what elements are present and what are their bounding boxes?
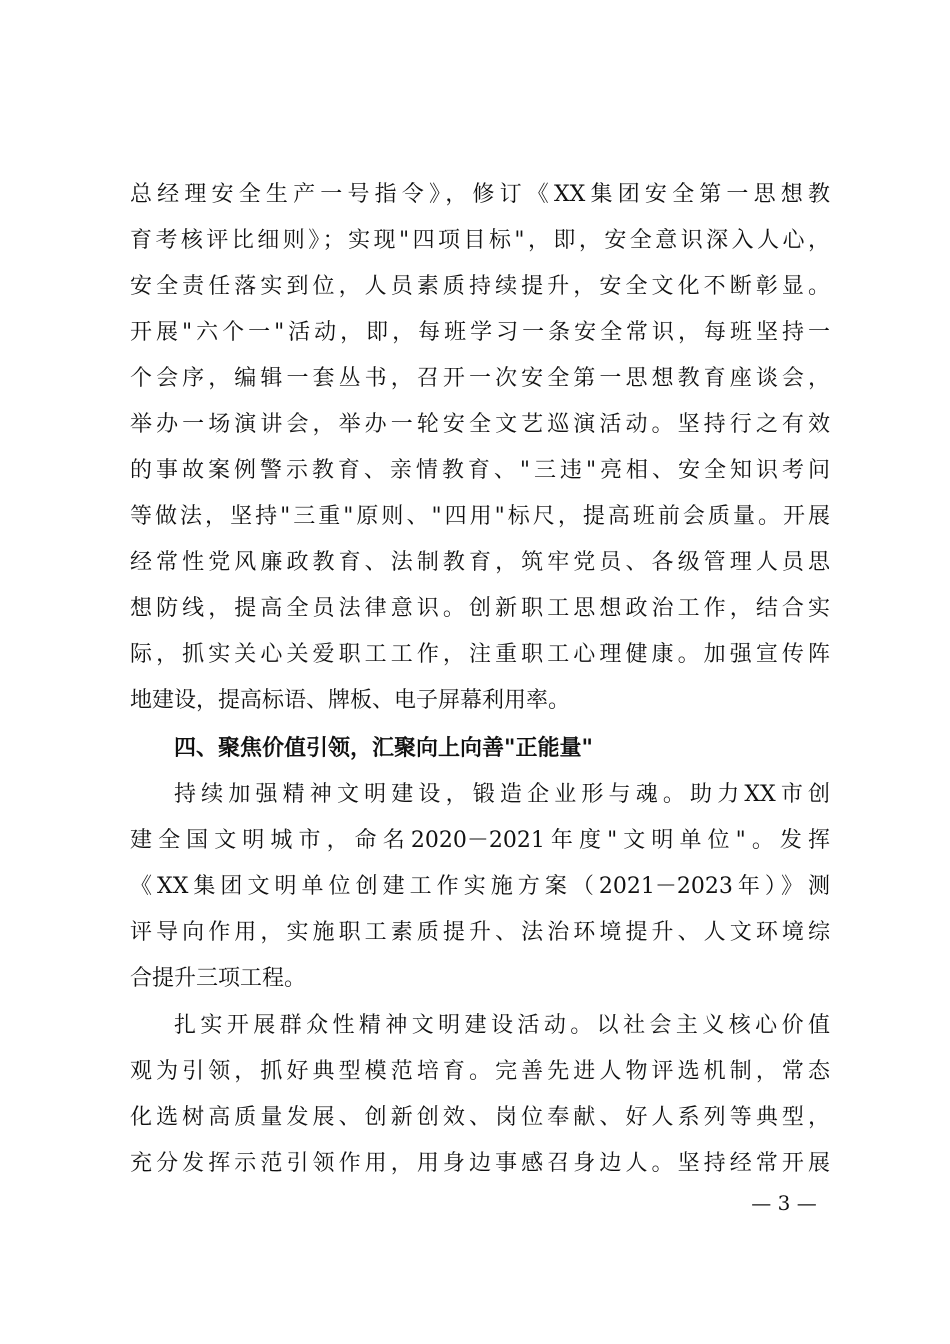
text-line: 安全责任落实到位，人员素质持续提升，安全文化不断彰显。 — [130, 274, 830, 299]
text-line: 持续加强精神文明建设，锻造企业形与魂。助力XX市创 — [174, 782, 830, 807]
text-line: 想防线，提高全员法律意识。创新职工思想政治工作，结合实 — [130, 596, 830, 621]
text-line: 的事故案例警示教育、亲情教育、"三违"亮相、安全知识考问 — [130, 458, 830, 483]
text-line: 育考核评比细则》；实现"四项目标"，即，安全意识深入人心， — [130, 228, 830, 253]
text-line: 化选树高质量发展、创新创效、岗位奉献、好人系列等典型， — [130, 1105, 830, 1130]
text-line: 观为引领，抓好典型模范培育。完善先进人物评选机制，常态 — [130, 1059, 830, 1084]
text-line: 评导向作用，实施职工素质提升、法治环境提升、人文环境综 — [130, 920, 830, 945]
text-line: 举办一场演讲会，举办一轮安全文艺巡演活动。坚持行之有效 — [130, 412, 830, 437]
text-line: 际，抓实关心关爱职工工作，注重职工心理健康。加强宣传阵 — [130, 642, 830, 667]
text-line: 总经理安全生产一号指令》，修订《XX集团安全第一思想教 — [130, 182, 830, 207]
text-line: 经常性党风廉政教育、法制教育，筑牢党员、各级管理人员思 — [130, 550, 830, 575]
text-line: 充分发挥示范引领作用，用身边事感召身边人。坚持经常开展 — [130, 1151, 830, 1176]
text-line: 建全国文明城市，命名2020－2021年度"文明单位"。发挥 — [130, 828, 830, 853]
text-line: 等做法，坚持"三重"原则、"四用"标尺，提高班前会质量。开展 — [130, 504, 830, 529]
page-number: — 3 — — [751, 1191, 817, 1215]
section-heading: 四、聚焦价值引领，汇聚向上向善"正能量" — [174, 736, 593, 761]
text-line: 开展"六个一"活动，即，每班学习一条安全常识，每班坚持一 — [130, 320, 830, 345]
text-line: 《XX集团文明单位创建工作实施方案（2021－2023年）》测 — [130, 874, 830, 899]
text-line: 合提升三项工程。 — [130, 966, 307, 991]
text-line: 扎实开展群众性精神文明建设活动。以社会主义核心价值 — [174, 1013, 830, 1038]
text-line: 个会序，编辑一套丛书，召开一次安全第一思想教育座谈会， — [130, 366, 830, 391]
text-line: 地建设，提高标语、牌板、电子屏幕利用率。 — [130, 688, 571, 713]
